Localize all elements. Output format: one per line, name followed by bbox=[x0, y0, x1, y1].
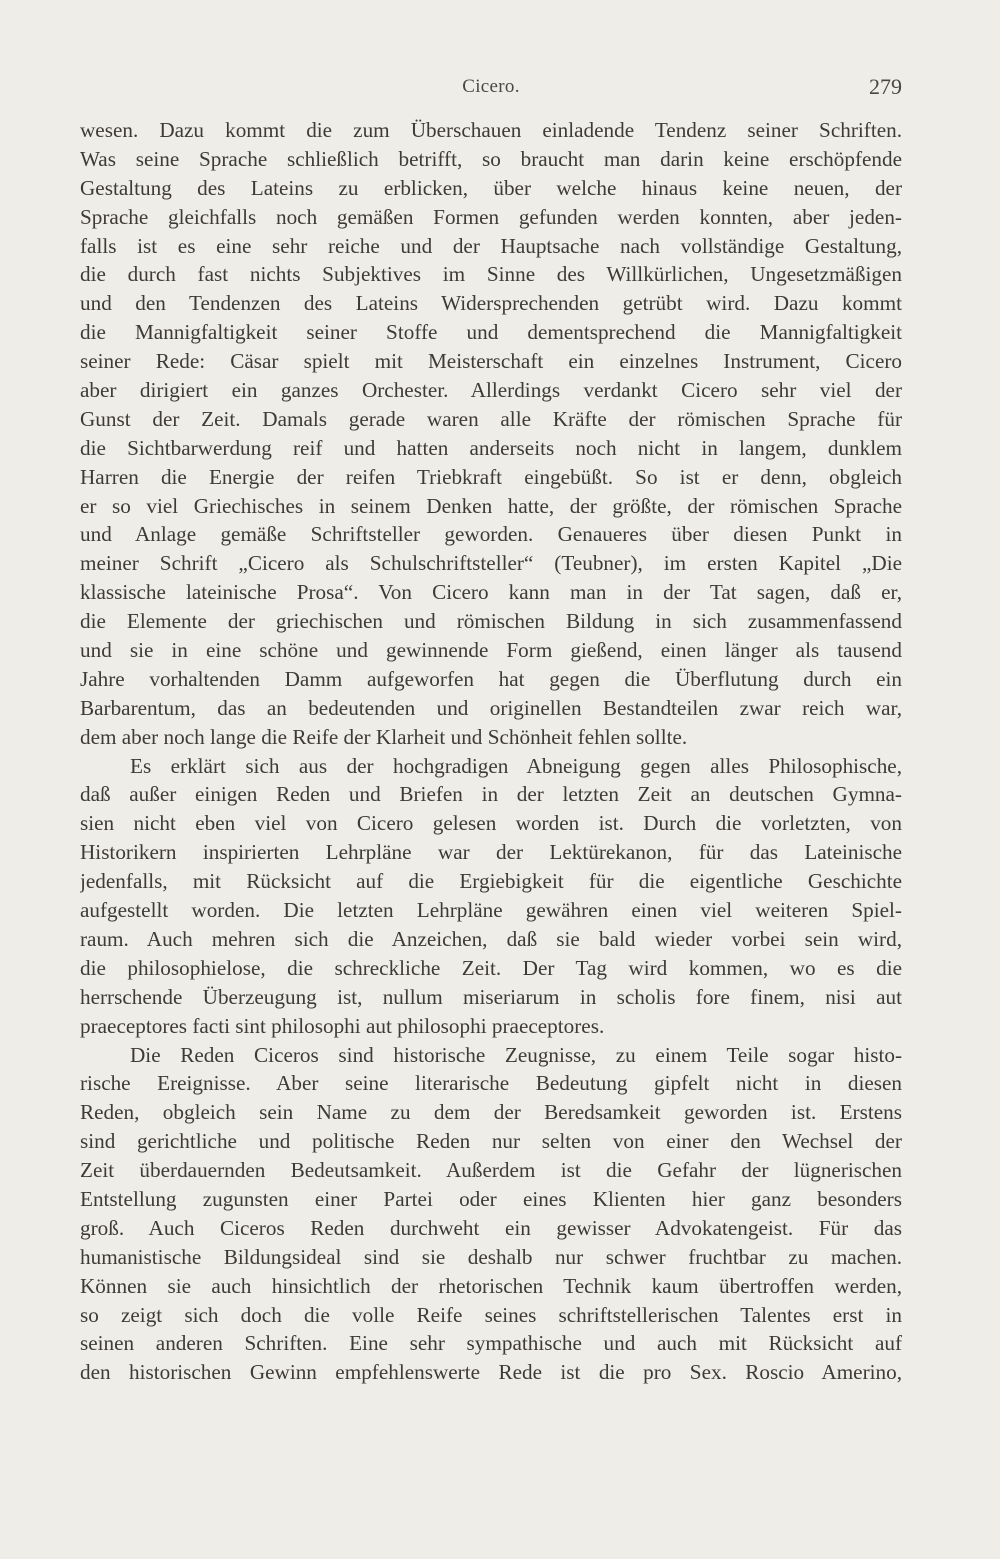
text-line: Was seine Sprache schließlich betrifft, so braucht man darin keine erschöpfende bbox=[80, 146, 902, 171]
text-line: die durch fast nichts Subjektives im Sinne des Willkürlichen, Ungesetzmäßigen bbox=[80, 262, 902, 287]
page-header bbox=[80, 76, 902, 106]
paragraph-first-line: Die Reden Ciceros sind historische Zeugnisse, zu einem Teile sogar histo- bbox=[130, 1042, 902, 1067]
text-line: die Sichtbarwerdung reif und hatten anderseits noch nicht in langem, dunklem bbox=[80, 435, 902, 460]
text-line: humanistische Bildungsideal sind sie deshalb nur schwer fruchtbar zu machen. bbox=[80, 1244, 902, 1269]
text-line: groß. Auch Ciceros Reden durchweht ein gewisser Advokatengeist. Für das bbox=[80, 1215, 902, 1240]
paragraph-last-line: praeceptores facti sint philosophi aut philosophi praeceptores. bbox=[80, 1013, 605, 1038]
text-line: und sie in eine schöne und gewinnende Form gießend, einen länger als tausend bbox=[80, 638, 902, 663]
paragraph-last-line: dem aber noch lange die Reife der Klarheit und Schönheit fehlen sollte. bbox=[80, 724, 688, 749]
text-line: Harren die Energie der reifen Triebkraft eingebüßt. So ist er denn, obgleich bbox=[80, 464, 902, 489]
text-line: jedenfalls, mit Rücksicht auf die Ergiebigkeit für die eigentliche Geschichte bbox=[80, 869, 902, 894]
page-number: 279 bbox=[869, 74, 902, 99]
text-line: seinen anderen Schriften. Eine sehr sympathische und auch mit Rücksicht auf bbox=[80, 1331, 902, 1356]
text-line: aber dirigiert ein ganzes Orchester. Allerdings verdankt Cicero sehr viel der bbox=[80, 378, 902, 403]
text-line: die philosophielose, die schreckliche Zeit. Der Tag wird kommen, wo es die bbox=[80, 955, 902, 980]
text-line: so zeigt sich doch die volle Reife seines schriftstellerischen Talentes erst in bbox=[80, 1302, 902, 1327]
text-line: Jahre vorhaltenden Damm aufgeworfen hat gegen die Überflutung durch ein bbox=[80, 666, 902, 691]
text-line: seiner Rede: Cäsar spielt mit Meisterschaft ein einzelnes Instrument, Cicero bbox=[80, 349, 902, 374]
text-line: Zeit überdauernden Bedeutsamkeit. Außerdem ist die Gefahr der lügnerischen bbox=[80, 1158, 902, 1183]
text-line: den historischen Gewinn empfehlenswerte Rede ist die pro Sex. Roscio Amerino, bbox=[80, 1360, 902, 1385]
running-title: Cicero. bbox=[462, 76, 520, 97]
text-line: daß außer einigen Reden und Briefen in der letzten Zeit an deutschen Gymna- bbox=[80, 782, 902, 807]
text-line: die Elemente der griechischen und römischen Bildung in sich zusammenfassend bbox=[80, 609, 902, 634]
text-line: aufgestellt worden. Die letzten Lehrpläne gewähren einen viel weiteren Spiel- bbox=[80, 898, 902, 923]
text-line: die Mannigfaltigkeit seiner Stoffe und dementsprechend die Mannigfaltigkeit bbox=[80, 320, 902, 345]
text-line: und Anlage gemäße Schriftsteller geworden. Genaueres über diesen Punkt in bbox=[80, 522, 902, 547]
text-line: er so viel Griechisches in seinem Denken hatte, der größte, der römischen Sprache bbox=[80, 493, 902, 518]
text-line: sind gerichtliche und politische Reden nur selten von einer den Wechsel der bbox=[80, 1129, 902, 1154]
text-line: raum. Auch mehren sich die Anzeichen, daß sie bald wieder vorbei sein wird, bbox=[80, 926, 902, 951]
text-line: rische Ereignisse. Aber seine literarische Bedeutung gipfelt nicht in diesen bbox=[80, 1071, 902, 1096]
text-line: wesen. Dazu kommt die zum Überschauen einladende Tendenz seiner Schriften. bbox=[80, 118, 902, 142]
text-line: Historikern inspirierten Lehrpläne war der Lektürekanon, für das Lateinische bbox=[80, 840, 902, 865]
body-text bbox=[80, 116, 902, 1387]
text-line: Gunst der Zeit. Damals gerade waren alle Kräfte der römischen Sprache für bbox=[80, 406, 902, 431]
text-line: falls ist es eine sehr reiche und der Hauptsache nach vollständige Gestaltung, bbox=[80, 233, 902, 258]
text-line: Entstellung zugunsten einer Partei oder eines Klienten hier ganz besonders bbox=[80, 1186, 902, 1211]
paragraph-first-line: Es erklärt sich aus der hochgradigen Abneigung gegen alles Philosophische, bbox=[130, 753, 902, 778]
text-line: meiner Schrift „Cicero als Schulschriftsteller“ (Teubner), im ersten Kapitel „Die bbox=[80, 551, 902, 576]
text-line: Barbarentum, das an bedeutenden und originellen Bestandteilen zwar reich war, bbox=[80, 695, 902, 720]
text-line: Gestaltung des Lateins zu erblicken, über welche hinaus keine neuen, der bbox=[80, 175, 902, 200]
text-line: Sprache gleichfalls noch gemäßen Formen gefunden werden konnten, aber jeden- bbox=[80, 204, 902, 229]
text-line: und den Tendenzen des Lateins Widersprechenden getrübt wird. Dazu kommt bbox=[80, 291, 902, 316]
text-line: sien nicht eben viel von Cicero gelesen worden ist. Durch die vorletzten, von bbox=[80, 811, 902, 836]
text-line: Können sie auch hinsichtlich der rhetorischen Technik kaum übertroffen werden, bbox=[80, 1273, 902, 1298]
text-line: Reden, obgleich sein Name zu dem der Beredsamkeit geworden ist. Erstens bbox=[80, 1100, 902, 1125]
text-line: herrschende Überzeugung ist, nullum miseriarum in scholis fore finem, nisi aut bbox=[80, 984, 902, 1009]
text-line: klassische lateinische Prosa“. Von Cicero kann man in der Tat sagen, daß er, bbox=[80, 580, 902, 605]
